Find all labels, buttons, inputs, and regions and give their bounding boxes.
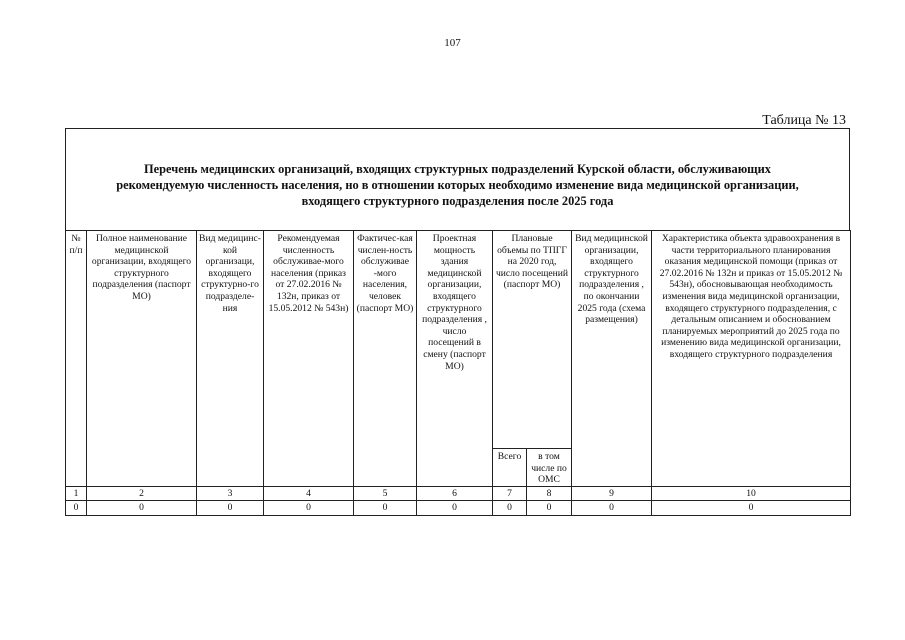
column-number: 8	[527, 486, 572, 501]
header-cell: Фактичес-кая числен-ность обслуживае -мого населения, человек (паспорт МО)	[354, 231, 417, 487]
column-number: 3	[197, 486, 264, 501]
header-cell: Характеристика объекта здравоохранения в части территориального планирования оказания медицинской помощи (приказ от 27.02.2016 № 132н и приказ от 15.05.2012 № 543н), обосновывающая необходимость изменения вида медицинской организации, входящего структурного подразделения, с детальным описанием и обоснованием планируемых мероприятий до 2025 года по изменению вида медицинской организации, входящего структурного подразделения	[652, 231, 851, 487]
table-cell: 0	[493, 501, 527, 516]
table-cell: 0	[527, 501, 572, 516]
header-row	[66, 231, 851, 449]
column-number: 5	[354, 486, 417, 501]
table-cell: 0	[66, 501, 87, 516]
header-cell: Плановые объемы по ТПГГ на 2020 год, число посещений (паспорт МО)	[493, 231, 572, 449]
table-cell: 0	[87, 501, 197, 516]
table-row	[66, 501, 851, 516]
column-number: 9	[572, 486, 652, 501]
header-cell: Вид медицинской организации, входящего структурного подразделения , по окончании 2025 года (схема размещения)	[572, 231, 652, 487]
header-cell: Вид медицинс-кой организаци, входящего структурно-го подразделе-ния	[197, 231, 264, 487]
column-number-row	[66, 486, 851, 501]
table-cell: 0	[572, 501, 652, 516]
organizations-table	[65, 230, 851, 516]
document-title: Перечень медицинских организаций, входящих структурных подразделений Курской области, обслуживающих рекомендуемую численность населения, но в отношении которых необходимо изменение вида медицинской организации, входящего структурного подразделения после 2025 года	[116, 162, 799, 208]
header-cell: Проектная мощность здания медицинской организации, входящего структурного подразделения , число посещений в смену (паспорт МО)	[417, 231, 493, 487]
title-frame	[65, 128, 850, 230]
header-cell: Полное наименование медицинской организации, входящего структурного подразделения (паспорт МО)	[87, 231, 197, 487]
header-cell: Рекомендуемая численность обслуживае-мого населения (приказ от 27.02.2016 № 132н, приказ от 15.05.2012 № 543н)	[264, 231, 354, 487]
column-number: 10	[652, 486, 851, 501]
page-number: 107	[444, 37, 461, 49]
subheader-cell: Всего	[493, 449, 527, 487]
table-cell: 0	[264, 501, 354, 516]
table-label: Таблица № 13	[762, 113, 846, 128]
table-cell: 0	[197, 501, 264, 516]
table-cell: 0	[417, 501, 493, 516]
column-number: 1	[66, 486, 87, 501]
table-cell: 0	[652, 501, 851, 516]
header-cell: № п/п	[66, 231, 87, 487]
column-number: 7	[493, 486, 527, 501]
subheader-cell: в том числе по ОМС	[527, 449, 572, 487]
column-number: 6	[417, 486, 493, 501]
column-number: 2	[87, 486, 197, 501]
table-cell: 0	[354, 501, 417, 516]
column-number: 4	[264, 486, 354, 501]
